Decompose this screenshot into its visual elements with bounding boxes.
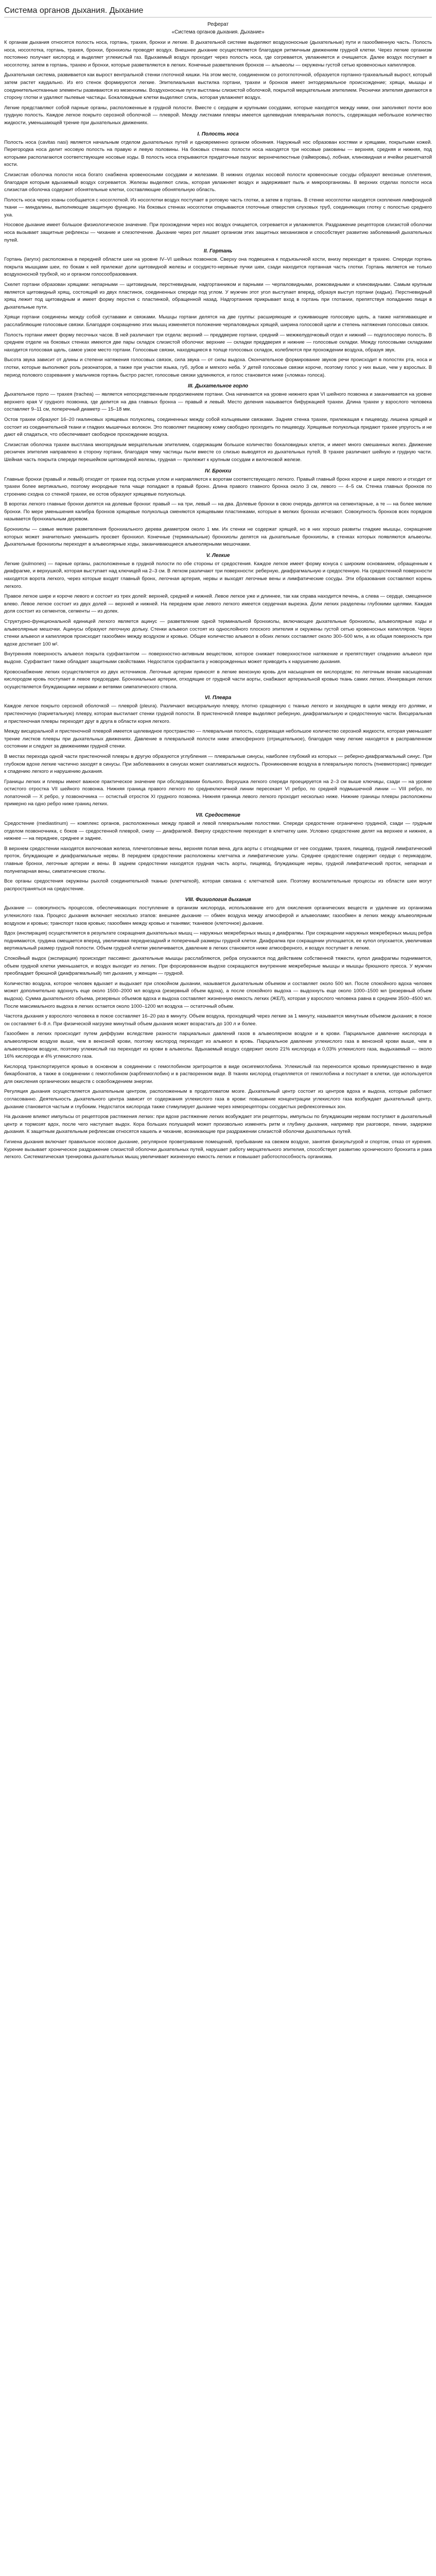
header-label: Реферат — [207, 22, 229, 27]
paragraph: Газообмен в легких происходит путем диффузии вследствие разности парциальных давлений газов в альвеолярном воздухе и в крови. Парциальное давление кислорода в альвеолярном воздухе выше, чем в венозной крови, поэтому кислород переходит из альвеол в кровь. Парциальное давление углекислого газа в венозной крови выше, чем в альвеолярном воздухе, поэтому углекислый газ переходит из крови в альвеолы. Вдыхаемый воздух содержит около 21% кислорода и 0,03% углекислого газа, выдыхаемый — около 16% кислорода и 4% углекислого газа. — [4, 1031, 432, 1060]
paragraph: Дыхание — совокупность процессов, обеспечивающих поступление в организм кислорода, использование его для окисления органических веществ и удаление из организма углекислого газа. Процесс дыхания включает несколько этапов: внешнее дыхание — обмен воздуха между атмосферой и альвеолами; газообмен в легких между альвеолярным воздухом и кровью; транспорт газов кровью; газообмен между кровью и тканями; тканевое (клеточное) дыхание. — [4, 905, 432, 926]
section — [4, 812, 432, 893]
paragraph: Гигиена дыхания включает правильное носовое дыхание, регулярное проветривание помещений, пребывание на свежем воздухе, занятия физкультурой и спортом, отказ от курения. Курение вызывает хроническое раздражение слизистой оболочки дыхательных путей, нарушает работу мерцательного эпителия, способствует развитию хронического бронхита и рака легкого. Систематическая тренировка дыхательных мышц увеличивает жизненную емкость легких и повышает работоспособность организма. — [4, 1139, 432, 1160]
paragraph: Высота звука зависит от длины и степени натяжения голосовых связок, сила звука — от силы выдоха. Окончательное формирование звуков речи происходит в полостях рта, носа и глотки, которые выполняют роль резонаторов, а также при участии языка, губ, зубов и мягкого неба. У детей голосовые связки короче, поэтому голос у них выше, чем у взрослых. В период полового созревания у мальчиков гортань быстро растет, голосовые связки удлиняются, и голос становится ниже («ломка» голоса). — [4, 357, 432, 378]
paragraph: Кровоснабжение легких осуществляется из двух источников. Легочные артерии приносят в легкие венозную кровь для насыщения ее кислородом; по легочным венам насыщенная кислородом кровь поступает в левое предсердие. Бронхиальные артерии, отходящие от грудной части аорты, снабжают артериальной кровью ткань самих легких. Иннервация легких осуществляется блуждающими нервами и ветвями симпатического ствола. — [4, 669, 432, 690]
paragraph: Дыхательное горло — трахея (trachea) — является непосредственным продолжением гортани. Она начинается на уровне нижнего края VI шейного позвонка и заканчивается на уровне верхнего края V грудного позвонка, где делится на два главных бронха — правый и левый. Место деления называется бифуркацией трахеи. Длина трахеи у взрослого человека составляет 9–11 см, поперечный диаметр — 15–18 мм. — [4, 392, 432, 413]
paragraph: Количество воздуха, которое человек вдыхает и выдыхает при спокойном дыхании, называется дыхательным объемом и составляет около 500 мл. После спокойного вдоха человек может дополнительно вдохнуть еще около 1500–2000 мл воздуха (резервный объем вдоха), а после спокойного выдоха — выдохнуть еще около 1000–1500 мл (резервный объем выдоха). Сумма дыхательного объема, резервных объемов вдоха и выдоха составляет жизненную емкость легких (ЖЕЛ), которая у взрослого человека равна в среднем 3500–4500 мл. После максимального выдоха в легких остается около 1000–1200 мл воздуха — остаточный объем. — [4, 980, 432, 1009]
paragraph: Спокойный выдох (экспирация) происходит пассивно: дыхательные мышцы расслабляются, ребра опускаются под действием собственной тяжести, купол диафрагмы поднимается, объем грудной клетки уменьшается, и воздух выходит из легких. При форсированном выдохе сокращаются внутренние межреберные мышцы и мышцы брюшного пресса. У мужчин преобладает брюшной (диафрагмальный) тип дыхания, у женщин — грудной. — [4, 955, 432, 977]
paragraph: Дыхательная система, развивается как вырост вентральной стенки глоточной кишки. На этом месте, соединенном со ротоглоточной, образуется гортанно-трахеальный вырост, который затем растет каудально. Из его стенок формируются легкие. Эпителиальная выстилка гортани, трахеи и бронхов имеет энтодермальное происхождение; хрящи, мышцы и соединительнотканные элементы развиваются из мезенхимы. Воздухоносные пути выстланы слизистой оболочкой, покрытой мерцательным эпителием. Реснички эпителия двигаются в сторону глотки и удаляют пылевые частицы. Бокаловидные клетки выделяют слизь, которая увлажняет воздух. — [4, 72, 432, 101]
paragraph: Слизистая оболочка трахеи выстлана многорядным мерцательным эпителием, содержащим большое количество бокаловидных клеток, и имеет много смешанных желез. Движение ресничек эпителия направлено в сторону гортани, благодаря чему частицы пыли вместе со слизью выводятся из дыхательных путей. В трахее различают шейную и грудную части. Шейная часть покрыта спереди перешейком щитовидной железы, грудная — прилежит к крупным сосудам и вилочковой железе. — [4, 442, 432, 463]
paragraph: Слизистая оболочка полости носа богато снабжена кровеносными сосудами и железами. В нижних отделах носовой полости кровеносные сосуды образуют венозные сплетения, благодаря которым вдыхаемый воздух согревается. Железы выделяют слизь, которая увлажняет воздух и задерживает пыль и микроорганизмы. В верхних отделах полости носа слизистая оболочка содержит обонятельные клетки, составляющие обонятельную область. — [4, 172, 432, 193]
section-heading: VI. Плевра — [204, 695, 232, 701]
section — [4, 39, 432, 127]
paragraph: Гортань (larynx) расположена в передней области шеи на уровне IV–VI шейных позвонков. Сверху она подвешена к подъязычной кости, внизу переходит в трахею. Спереди гортань покрыта мышцами шеи, по бокам к ней прилежат доли щитовидной железы и сосудисто-нервные пучки шеи, сзади находится гортанная часть глотки. Гортань является не только воздухоносной трубкой, но и органом голосообразования. — [4, 257, 432, 278]
section — [4, 248, 432, 379]
paragraph: В верхнем средостении находятся вилочковая железа, плечеголовные вены, верхняя полая вена, дуга аорты с отходящими от нее сосудами, трахея, пищевод, грудной лимфатический проток, блуждающие и диафрагмальные нервы. В переднем средостении расположены клетчатка и лимфатические узлы. Среднее средостение содержит сердце с перикардом, главные бронхи, легочные артерии и вены. В заднем средостении находятся грудная часть аорты, пищевод, блуждающие нервы, грудной лимфатический проток, непарная и полунепарная вены, симпатические стволы. — [4, 845, 432, 874]
paragraph: Регуляция дыхания осуществляется дыхательным центром, расположенным в продолговатом мозге. Дыхательный центр состоит из центров вдоха и выдоха, которые работают согласованно. Деятельность дыхательного центра зависит от содержания углекислого газа в крови: повышение концентрации углекислого газа возбуждает дыхательный центр, дыхание становится частым и глубоким. Недостаток кислорода также стимулирует дыхание через хеморецепторы сосудистых рефлексогенных зон. — [4, 1089, 432, 1110]
paragraph: Главные бронхи (правый и левый) отходят от трахеи под острым углом и направляются к воротам соответствующего легкого. Правый главный бронх короче и шире левого и отходит от трахеи более вертикально, поэтому инородные тела чаще попадают в правый бронх. Длина правого главного бронха около 3 см, левого — 4–5 см. Стенка главных бронхов по строению сходна со стенкой трахеи, ее остов образуют хрящевые полукольца. — [4, 476, 432, 497]
paragraph: Вдох (инспирация) осуществляется в результате сокращения дыхательных мышц — наружных межреберных мышц и диафрагмы. При сокращении наружных межреберных мышц ребра поднимаются, грудина смещается вперед, увеличивая переднезадний и поперечный размеры грудной клетки. Диафрагма при сокращении уплощается, ее купол опускается, увеличивая вертикальный размер грудной полости. Объем грудной клетки увеличивается, давление в легких становится ниже атмосферного, и воздух поступает в легкие. — [4, 930, 432, 952]
paragraph: Все органы средостения окружены рыхлой соединительной тканью (клетчаткой), которая связана с клетчаткой шеи. Поэтому воспалительные процессы из области шеи могут распространяться на средостение. — [4, 878, 432, 892]
paragraph: Легкие представляют собой парные органы, расположенные в грудной полости. Вместе с сердцем и крупными сосудами, которые находятся между ними, они заполняют почти всю грудную полость. Каждое легкое покрыто серозной оболочкой — плеврой. Между листками плевры имеется щелевидная плевральная полость, содержащая небольшое количество жидкости, уменьшающей трение при дыхательных движениях. — [4, 105, 432, 126]
title-bar — [4, 2, 432, 18]
paragraph: В местах перехода одной части пристеночной плевры в другую образуются углубления — плевральные синусы, наиболее глубокий из которых — реберно-диафрагмальный синус. При глубоком вдохе легкие частично заходят в синусы. При заболеваниях в синусах может скапливаться жидкость. Проникновение воздуха в плевральную полость (пневмоторакс) приводит к спадению легкого и нарушению дыхания. — [4, 753, 432, 775]
paragraph: Структурно-функциональной единицей легкого является ацинус — разветвление одной терминальной бронхиолы, включающее дыхательные бронхиолы, альвеолярные ходы и альвеолярные мешочки. Ацинусы образуют легочную дольку. Стенки альвеол состоят из однослойного плоского эпителия и окружены густой сетью кровеносных капилляров. Через стенки альвеол и капилляров происходит газообмен между воздухом и кровью. Общее количество альвеол в обоих легких составляет около 300–500 млн, а их общая поверхность при вдохе достигает 100 м². — [4, 619, 432, 647]
document-title: Система органов дыхания. Дыхание — [4, 6, 144, 15]
paragraph: Остов трахеи образуют 16–20 гиалиновых хрящевых полуколец, соединенных между собой кольцевыми связками. Задняя стенка трахеи, прилежащая к пищеводу, лишена хрящей и состоит из соединительной ткани и гладких мышечных волокон. Это позволяет пищевому комку свободно проходить по пищеводу. Хрящевые полукольца придают трахее упругость и не дают ей спадаться, что обеспечивает свободное прохождение воздуха. — [4, 416, 432, 438]
paragraph: К органам дыхания относятся полость носа, гортань, трахея, бронхи и легкие. В дыхательной системе выделяют воздухоносные (дыхательные) пути и газообменную часть. Полость носа, носоглотка, гортань, трахея, бронхи, бронхиолы проводят воздух. Внешнее дыхание осуществляется благодаря ритмичным движениям грудной клетки. Через легкие организм постоянно получает кислород и выделяет углекислый газ. Вдыхаемый воздух проходит через полость носа, где согревается, увлажняется и очищается. Далее воздух поступает в носоглотку, затем в гортань, трахею и бронхи, которые разветвляются в легких. Конечные разветвления бронхов — альвеолы — окружены густой сетью кровеносных капилляров. — [4, 40, 432, 68]
section-heading: IV. Бронхи — [204, 468, 232, 474]
paragraph: Носовое дыхание имеет большое физиологическое значение. При прохождении через нос воздух очищается, согревается и увлажняется. Раздражение рецепторов слизистой оболочки носа вызывает защитные рефлексы — чихание и слезотечение. Дыхание через рот лишает организм этих защитных механизмов и способствует развитию заболеваний дыхательных путей. — [4, 222, 432, 243]
paragraph: Кислород транспортируется кровью в основном в соединении с гемоглобином эритроцитов в виде оксигемоглобина. Углекислый газ переносится кровью преимущественно в виде бикарбонатов, а также в соединении с гемоглобином (карбгемоглобин) и в растворенном виде. В тканях кислород отщепляется от гемоглобина и поступает в клетки, где используется для окисления органических веществ с освобождением энергии. — [4, 1063, 432, 1084]
paragraph: Правое легкое шире и короче левого и состоит из трех долей: верхней, средней и нижней. Левое легкое уже и длиннее, так как справа находится печень, а слева — сердце, смещенное влево. Левое легкое состоит из двух долей — верхней и нижней. На переднем крае левого легкого имеется сердечная вырезка. Доли легких разделены глубокими щелями. Каждая доля состоит из сегментов, сегменты — из долек. — [4, 594, 432, 615]
paragraph: Границы легких и плевры имеют важное практическое значение при обследовании больного. Верхушка легкого спереди проецируется на 2–3 см выше ключицы, сзади — на уровне остистого отростка VII шейного позвонка. Нижняя граница правого легкого по среднеключичной линии пересекает VI ребро, по средней подмышечной линии — VIII ребро, по лопаточной — X ребро, у позвоночника — остистый отросток XI грудного позвонка. Нижняя граница левого легкого проходит несколько ниже. Нижние границы плевры расположены примерно на одно ребро ниже границ легких. — [4, 778, 432, 807]
section — [4, 131, 432, 245]
section-heading: II. Гортань — [203, 248, 233, 255]
header-topic: «Система органов дыхания. Дыхание» — [171, 29, 265, 35]
paragraph: Бронхиолы — самые мелкие разветвления бронхиального дерева диаметром около 1 мм. Их стенки не содержат хрящей, но в них хорошо развиты гладкие мышцы, сокращение которых может значительно уменьшить просвет бронхиол. Конечные (терминальные) бронхиолы делятся на дыхательные бронхиолы, в стенках которых появляются альвеолы. Дыхательные бронхиолы переходят в альвеолярные ходы, заканчивающиеся альвеолярными мешочками. — [4, 527, 432, 548]
section — [4, 383, 432, 464]
section — [4, 468, 432, 549]
paragraph: Скелет гортани образован хрящами: непарными — щитовидным, перстневидным, надгортанником и парными — черпаловидными, рожковидными и клиновидными. Самым крупным является щитовидный хрящ, состоящий из двух пластинок, соединенных спереди под углом. У мужчин этот угол выступает вперед, образуя выступ гортани (кадык). Перстневидный хрящ лежит под щитовидным и имеет форму перстня с пластинкой, обращенной назад. Надгортанник прикрывает вход в гортань при глотании, препятствуя попаданию пищи в дыхательные пути. — [4, 282, 432, 310]
section — [4, 553, 432, 691]
paragraph: Средостение (mediastinum) — комплекс органов, расположенных между правой и левой плевральными полостями. Спереди средостение ограничено грудиной, сзади — грудным отделом позвоночника, с боков — средостенной плеврой, снизу — диафрагмой. Вверху средостение переходит в клетчатку шеи. Условно средостение делят на верхнее и нижнее, а нижнее — на переднее, среднее и заднее. — [4, 821, 432, 842]
section-heading: VII. Средостение — [196, 812, 240, 819]
paragraph: На дыхание влияют импульсы от рецепторов растяжения легких: при вдохе растяжение легких возбуждает эти рецепторы, импульсы по блуждающим нервам поступают в дыхательный центр и тормозят вдох, после чего наступает выдох. Кора больших полушарий может произвольно изменять ритм и глубину дыхания, например при разговоре, пении, задержке дыхания. К защитным дыхательным рефлексам относятся кашель и чихание, возникающие при раздражении слизистой оболочки дыхательных путей. — [4, 1114, 432, 1135]
paragraph: Внутренняя поверхность альвеол покрыта сурфактантом — поверхностно-активным веществом, которое снижает поверхностное натяжение и препятствует спадению альвеол при выдохе. Сурфактант также обладает защитными свойствами. Недостаток сурфактанта у новорожденных может приводить к нарушению дыхания. — [4, 651, 432, 665]
section — [4, 897, 432, 1161]
document-body — [4, 39, 432, 1161]
section-heading: V. Легкие — [206, 552, 230, 558]
paragraph: Легкие (pulmones) — парные органы, расположенные в грудной полости по обе стороны от средостения. Каждое легкое имеет форму конуса с широким основанием, обращенным к диафрагме, и верхушкой, которая выступает над ключицей на 2–3 см. В легком различают три поверхности: реберную, диафрагмальную и средостенную. На средостенной поверхности находятся ворота легкого, через которые входят главный бронх, легочная артерия, нервы и выходят легочные вены и лимфатические сосуды. Эти образования составляют корень легкого. — [4, 561, 432, 589]
section-heading: I. Полость носа — [197, 131, 239, 137]
paragraph: Полость носа через хоаны сообщается с носоглоткой. Из носоглотки воздух поступает в ротовую часть глотки, а затем в гортань. В стенке носоглотки находятся скопления лимфоидной ткани — миндалины, выполняющие защитную функцию. На боковых стенках носоглотки открываются глоточные отверстия слуховых труб, соединяющих глотку с полостью среднего уха. — [4, 197, 432, 218]
paragraph: Полость гортани имеет форму песочных часов. В ней различают три отдела: верхний — преддверие гортани, средний — межжелудочковый отдел и нижний — подголосовую полость. В среднем отделе на боковых стенках имеются две пары складок слизистой оболочки: верхние — складки преддверия и нижние — голосовые складки. Между голосовыми складками находится голосовая щель, самое узкое место гортани. Голосовые связки, находящиеся в толще голосовых складок, колеблются при прохождении воздуха, образуя звук. — [4, 332, 432, 353]
paragraph: Каждое легкое покрыто серозной оболочкой — плеврой (pleura). Различают висцеральную плевру, плотно сращенную с тканью легкого и заходящую в щели между его долями, и пристеночную (париетальную) плевру, которая выстилает стенки грудной полости. В пристеночной плевре выделяют реберную, диафрагмальную и средостенную части. Висцеральная и пристеночная плевры переходят друг в друга в области корня легкого. — [4, 703, 432, 724]
section — [4, 695, 432, 808]
paragraph: Между висцеральной и пристеночной плеврой имеется щелевидное пространство — плевральная полость, содержащая небольшое количество серозной жидкости, которая уменьшает трение листков плевры при дыхательных движениях. Давление в плевральной полости ниже атмосферного (отрицательное), благодаря чему легкие находятся в расправленном состоянии и следуют за движениями грудной стенки. — [4, 728, 432, 750]
paragraph: В воротах легкого главные бронхи делятся на долевые бронхи: правый — на три, левый — на два. Долевые бронхи в свою очередь делятся на сегментарные, а те — на более мелкие бронхи. По мере уменьшения калибра бронхов хрящевые полукольца сменяются хрящевыми пластинками, которые в мелких бронхах исчезают. Совокупность бронхов всех порядков называется бронхиальным деревом. — [4, 501, 432, 522]
document-header — [4, 21, 432, 36]
section-heading: III. Дыхательное горло — [187, 383, 249, 389]
section-heading: VIII. Физиология дыхания — [185, 897, 251, 903]
paragraph: Полость носа (cavitas nasi) является начальным отделом дыхательных путей и одновременно органом обоняния. Наружный нос образован костями и хрящами, покрытыми кожей. Перегородка носа делит носовую полость на правую и левую половины. На боковых стенках полости носа находятся три носовые раковины — верхняя, средняя и нижняя, под которыми располагаются соответствующие носовые ходы. В полость носа открываются придаточные пазухи: верхнечелюстные (гайморовы), лобная, клиновидная и ячейки решетчатой кости. — [4, 139, 432, 168]
paragraph: Хрящи гортани соединены между собой суставами и связками. Мышцы гортани делятся на две группы: расширяющие и суживающие голосовую щель, а также натягивающие и расслабляющие голосовые связки. Благодаря сокращению этих мышц изменяется положение черпаловидных хрящей, ширина голосовой щели и степень натяжения голосовых связок. — [4, 314, 432, 328]
paragraph: Частота дыхания у взрослого человека в покое составляет 16–20 раз в минуту. Объем воздуха, проходящий через легкие за 1 минуту, называется минутным объемом дыхания; в покое он составляет 6–8 л. При физической нагрузке минутный объем дыхания может возрастать до 100 л и более. — [4, 1013, 432, 1027]
